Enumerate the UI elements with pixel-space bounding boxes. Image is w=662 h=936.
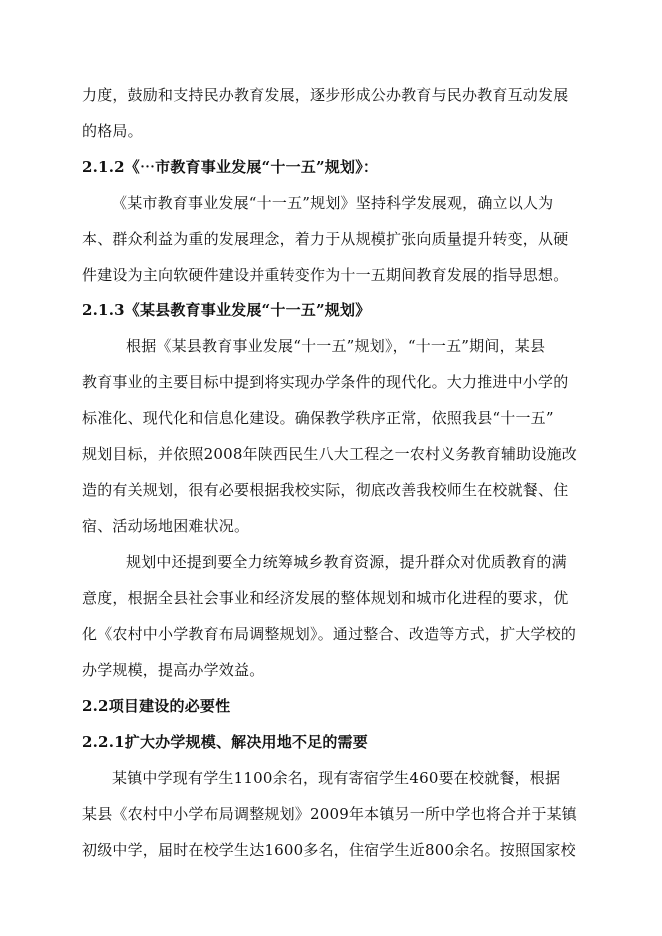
paragraph-line: 造的有关规划，很有必要根据我校实际，彻底改善我校师生在校就餐、住 [82, 481, 569, 499]
paragraph-line: 力度，鼓励和支持民办教育发展，逐步形成公办教育与民办教育互动发展 [82, 86, 569, 104]
section-heading-2-1-2: 2.1.2《⋯市教育事业发展“十一五”规划》： [82, 158, 379, 176]
paragraph-line: 某镇中学现有学生1100余名，现有寄宿学生460要在校就餐，根据 [112, 769, 561, 787]
paragraph-line: 根据《某县教育事业发展“十一五”规划》，“十一五”期间，某县 [126, 337, 546, 355]
paragraph-line: 《某市教育事业发展“十一五”规划》坚持科学发展观，确立以人为 [112, 194, 554, 212]
paragraph-line: 的格局。 [82, 122, 143, 140]
paragraph-line: 教育事业的主要目标中提到将实现办学条件的现代化。大力推进中小学的 [82, 373, 569, 391]
paragraph-line: 标准化、现代化和信息化建设。确保教学秩序正常，依照我县“十一五” [82, 409, 554, 427]
section-heading-2-2: 2.2项目建设的必要性 [82, 697, 231, 715]
paragraph-line: 办学规模，提高办学效益。 [82, 661, 265, 679]
paragraph-line: 某县《农村中小学布局调整规划》2009年本镇另一所中学也将合并于某镇 [82, 805, 577, 823]
paragraph-line: 本、群众利益为重的发展理念，着力于从规模扩张向质量提升转变，从硬 [82, 230, 569, 248]
paragraph-line: 化《农村中小学教育布局调整规划》。通过整合、改造等方式，扩大学校的 [82, 625, 577, 643]
paragraph-line: 件建设为主向软硬件建设并重转变作为十一五期间教育发展的指导思想。 [82, 266, 569, 284]
paragraph-line: 初级中学，届时在校学生达1600多名，住宿学生近800余名。按照国家校 [82, 841, 576, 859]
section-heading-2-1-3: 2.1.3《某县教育事业发展“十一五”规划》 [82, 301, 371, 319]
paragraph-line: 宿、活动场地困难状况。 [82, 517, 250, 535]
paragraph-line: 规划目标，并依照2008年陕西民生八大工程之一农村义务教育辅助设施改 [82, 445, 577, 463]
paragraph-line: 规划中还提到要全力统筹城乡教育资源，提升群众对优质教育的满 [126, 553, 567, 571]
paragraph-line: 意度，根据全县社会事业和经济发展的整体规划和城市化进程的要求，优 [82, 589, 569, 607]
section-heading-2-2-1: 2.2.1扩大办学规模、解决用地不足的需要 [82, 733, 368, 751]
